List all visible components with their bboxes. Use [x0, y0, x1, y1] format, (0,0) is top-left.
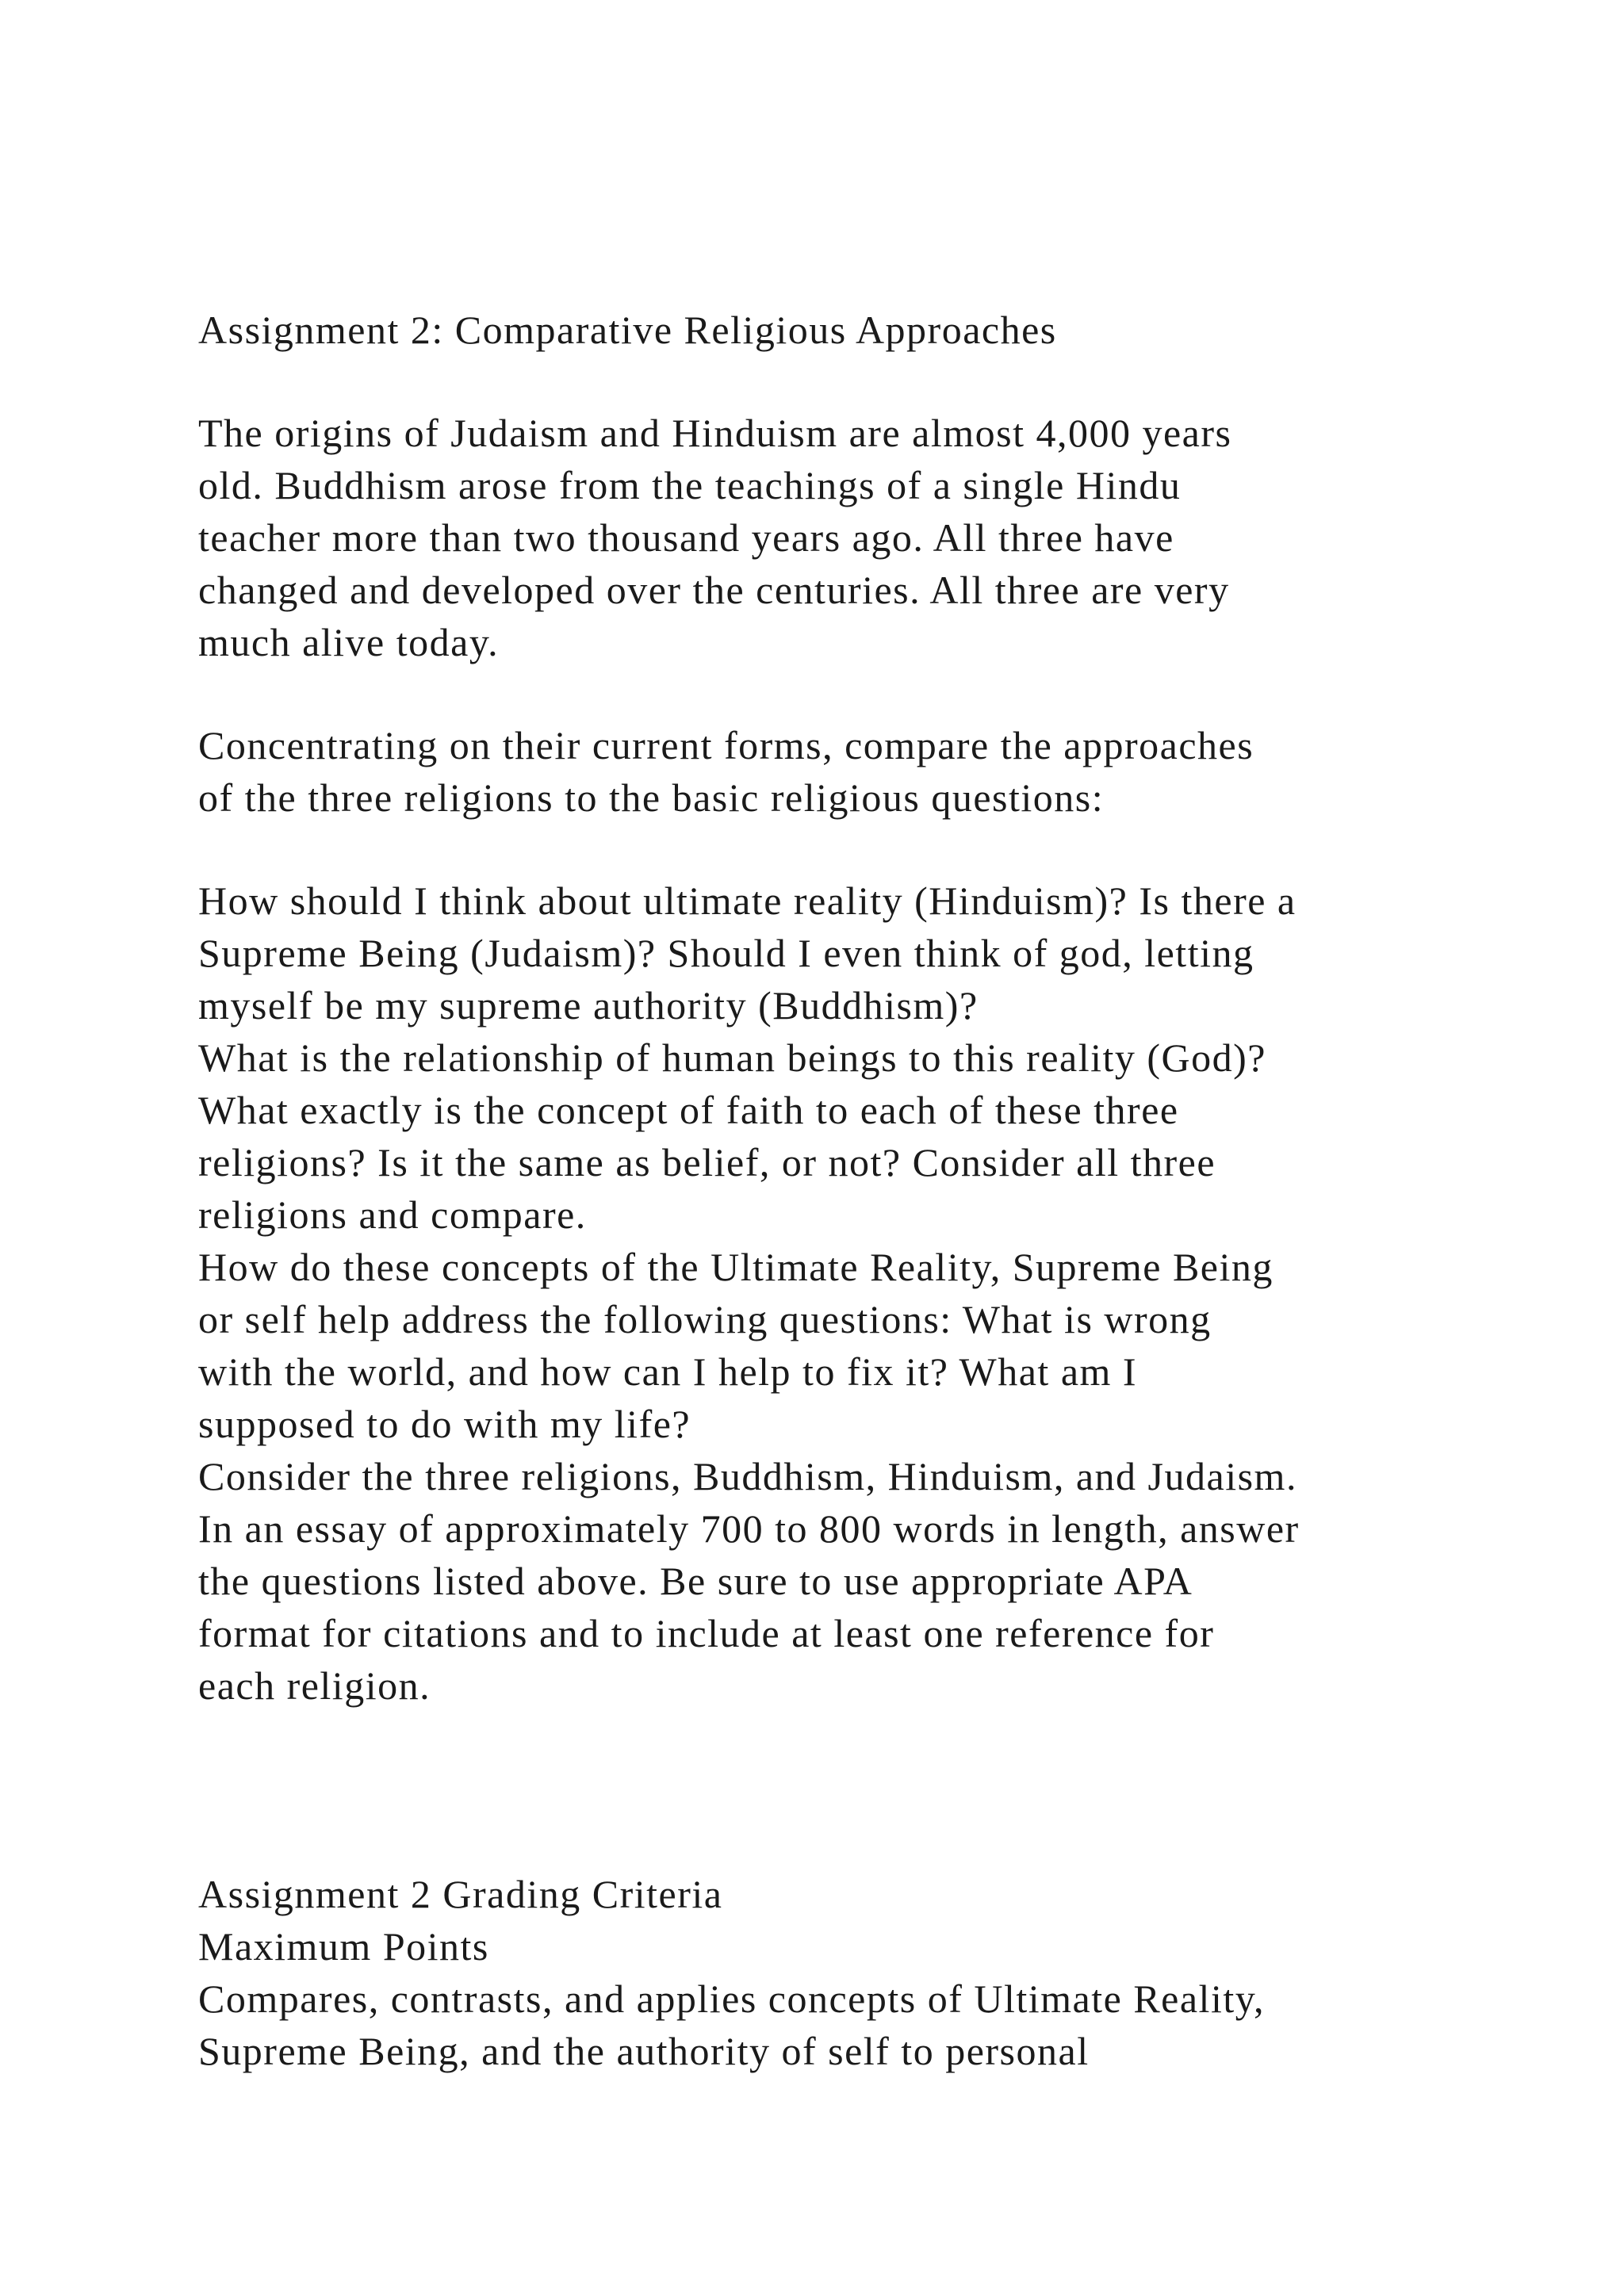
question-line-10: with the world, and how can I help to fix it? What am I	[198, 1349, 1138, 1394]
question-line-11: supposed to do with my life?	[198, 1402, 691, 1446]
question-line-3: myself be my supreme authority (Buddhism)?	[198, 983, 979, 1027]
grading-heading: Assignment 2 Grading Criteria	[198, 1872, 723, 1916]
grading-line-2: Supreme Being, and the authority of self to personal	[198, 2029, 1090, 2073]
title-line: Assignment 2: Comparative Religious Approaches	[198, 308, 1057, 352]
question-line-12: Consider the three religions, Buddhism, Hinduism, and Judaism.	[198, 1454, 1297, 1498]
prompt-paragraph	[198, 719, 1515, 824]
question-line-13: In an essay of approximately 700 to 800 words in length, answer	[198, 1506, 1300, 1551]
prompt-line-2: of the three religions to the basic religious questions:	[198, 775, 1105, 820]
question-line-5: What exactly is the concept of faith to each of these three	[198, 1088, 1179, 1132]
question-line-2: Supreme Being (Judaism)? Should I even think of god, letting	[198, 931, 1254, 975]
grading-criteria	[198, 1868, 1515, 2077]
intro-line-4: changed and developed over the centuries. All three are very	[198, 568, 1230, 612]
intro-paragraph	[198, 407, 1515, 668]
intro-line-3: teacher more than two thousand years ago. All three have	[198, 515, 1174, 560]
question-line-8: How do these concepts of the Ultimate Reality, Supreme Being	[198, 1245, 1274, 1289]
intro-line-1: The origins of Judaism and Hinduism are almost 4,000 years	[198, 411, 1232, 455]
question-line-6: religions? Is it the same as belief, or not? Consider all three	[198, 1140, 1216, 1184]
grading-line-1: Compares, contrasts, and applies concepts of Ultimate Reality,	[198, 1976, 1265, 2021]
question-line-9: or self help address the following questions: What is wrong	[198, 1297, 1212, 1341]
question-line-1: How should I think about ultimate reality (Hinduism)? Is there a	[198, 878, 1297, 923]
grading-max-points: Maximum Points	[198, 1924, 489, 1969]
question-line-4: What is the relationship of human beings to this reality (God)?	[198, 1035, 1266, 1080]
prompt-line-1: Concentrating on their current forms, compare the approaches	[198, 723, 1254, 767]
document-title	[198, 304, 1515, 356]
questions-paragraph	[198, 874, 1515, 1712]
intro-line-2: old. Buddhism arose from the teachings of a single Hindu	[198, 463, 1182, 507]
intro-line-5: much alive today.	[198, 620, 500, 664]
question-line-15: format for citations and to include at least one reference for	[198, 1611, 1215, 1655]
question-line-14: the questions listed above. Be sure to use appropriate APA	[198, 1559, 1193, 1603]
question-line-7: religions and compare.	[198, 1192, 587, 1237]
question-line-16: each religion.	[198, 1663, 431, 1708]
